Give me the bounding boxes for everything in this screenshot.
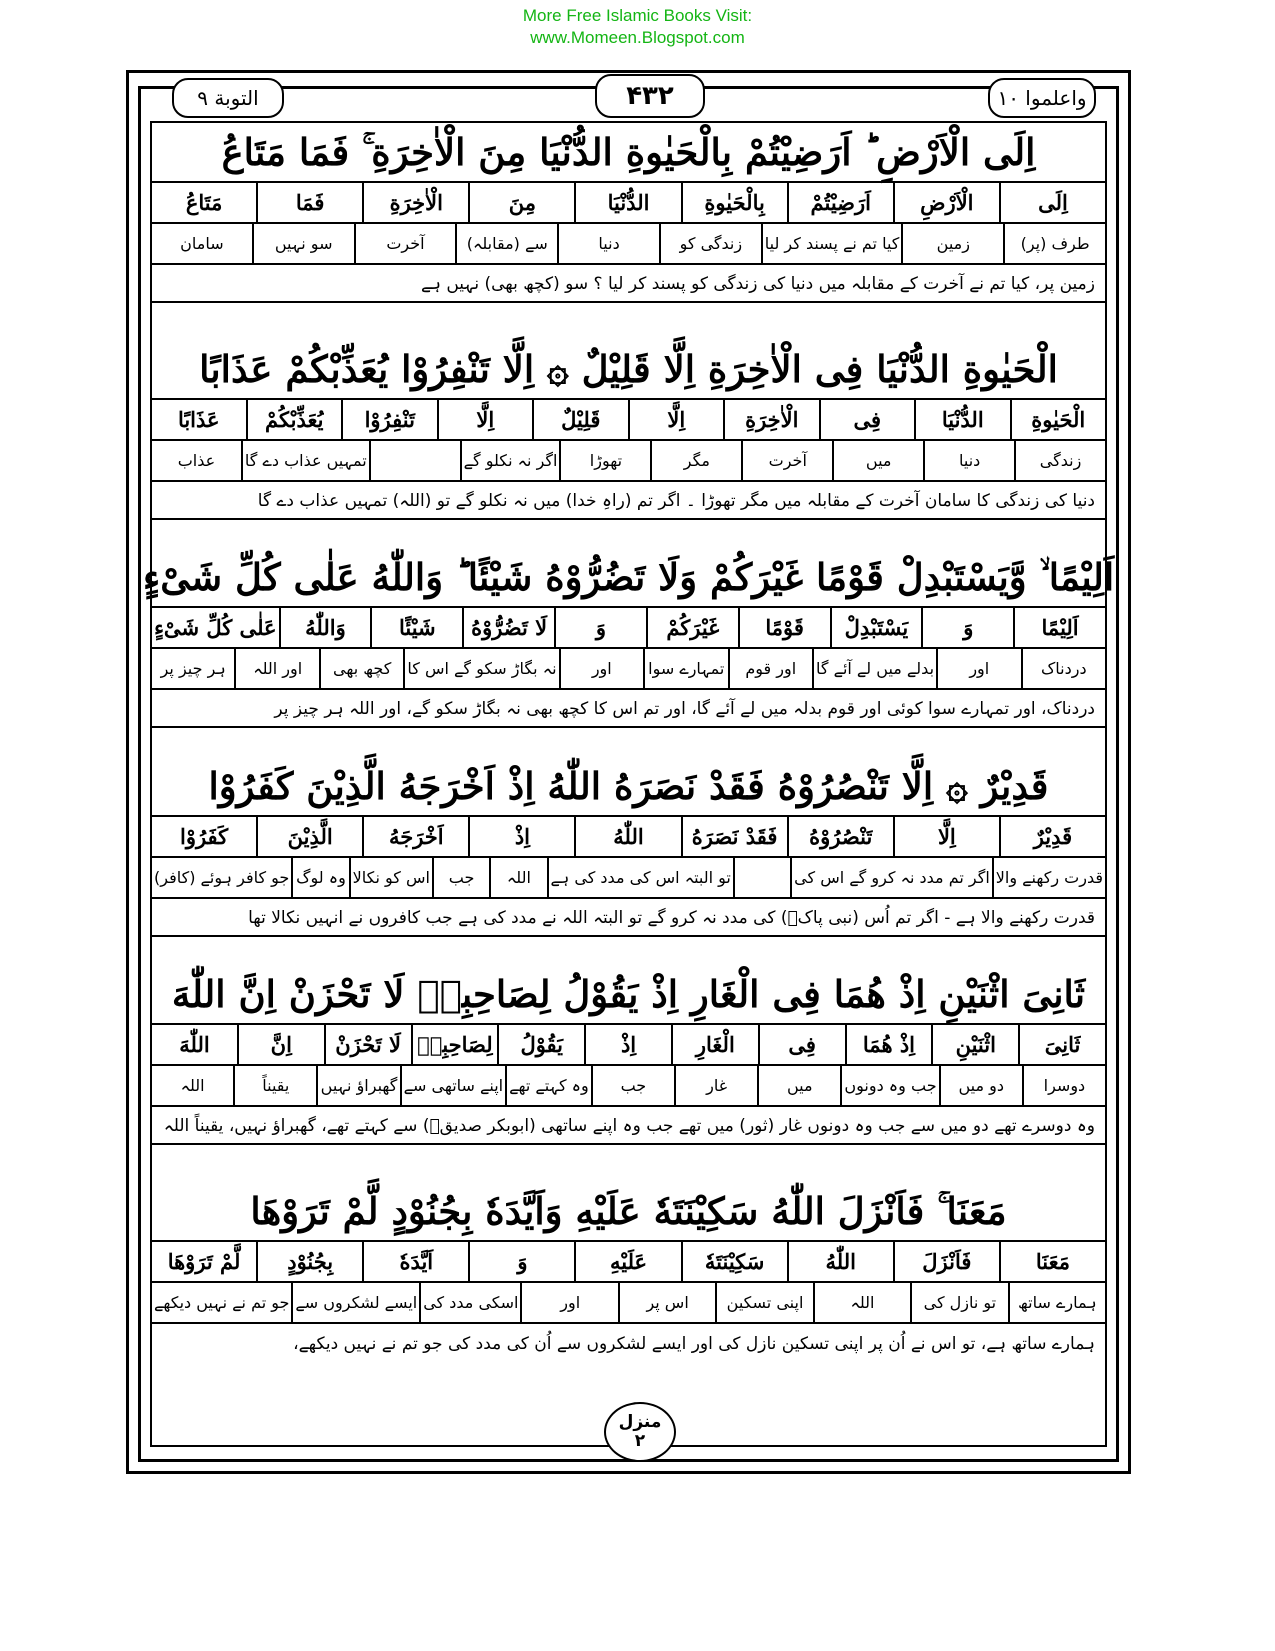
- manzil-label: منزل: [618, 1412, 662, 1433]
- arabic-word: الْاٰخِرَةِ: [723, 400, 819, 439]
- arabic-word: تَنْفِرُوْا: [341, 400, 437, 439]
- urdu-translation: دنیا کی زندگی کا سامان آخرت کے مقابلہ میں مگر تھوڑا ۔ اگر تم (راہِ خدا) میں نہ نکلو گے تو (اللہ) تمہیں عذاب دے گا: [152, 482, 1105, 520]
- promo-line-1: More Free Islamic Books Visit:: [522, 6, 753, 25]
- arabic-word: اَيَّدَهٗ: [362, 1242, 468, 1281]
- urdu-meaning: میں: [757, 1066, 840, 1105]
- urdu-meaning: اگر نہ نکلو گے: [460, 441, 560, 480]
- urdu-meaning: وہ کہتے تھے: [505, 1066, 591, 1105]
- meaning-grid: [152, 441, 1105, 482]
- urdu-meaning: دنیا: [923, 441, 1014, 480]
- urdu-meaning: زندگی کو: [659, 224, 761, 263]
- arabic-word: وَ: [554, 608, 646, 647]
- manzil-number: ۲: [634, 1431, 646, 1451]
- urdu-translation: وہ دوسرے تھے دو میں سے جب وہ دونوں غار (ثور) میں تھے جب وہ اپنے ساتھی (ابوبکر صدیقؓ) سے کہتے تھے، گھبراؤ نہیں، یقیناً اللہ: [152, 1107, 1105, 1145]
- arabic-word: اثْنَيْنِ: [931, 1025, 1018, 1064]
- arabic-word: يَسْتَبْدِلْ: [830, 608, 922, 647]
- arabic-word: الْاٰخِرَةِ: [362, 183, 468, 222]
- urdu-translation: دردناک، اور تمہارے سوا کوئی اور قوم بدلہ میں لے آئے گا، اور تم اس کا کچھ بھی نہ بگاڑ سکو گے، اور اللہ ہر چیز پر: [152, 690, 1105, 728]
- meaning-grid: [152, 649, 1105, 690]
- para-name: واعلموا ۱۰: [988, 78, 1096, 118]
- urdu-meaning: دنیا: [557, 224, 659, 263]
- urdu-meaning: اپنی تسکین: [715, 1283, 812, 1322]
- urdu-meaning: جب: [591, 1066, 674, 1105]
- arabic-word: مَعَنَا: [999, 1242, 1105, 1281]
- urdu-translation: ہمارے ساتھ ہے، تو اس نے اُن پر اپنی تسکین نازل کی اور ایسے لشکروں سے اُن کی مدد کی جو تم نے نہیں دیکھے،: [293, 1333, 1095, 1354]
- arabic-verse-line: ثَانِىَ اثْنَيْنِ اِذْ هُمَا فِى الْغَارِ اِذْ يَقُوْلُ لِصَاحِبِهٖ لَا تَحْزَنْ اِنَّ اللّٰهَ: [152, 965, 1105, 1025]
- urdu-meaning: تھوڑا: [559, 441, 650, 480]
- urdu-meaning: آخرت: [741, 441, 832, 480]
- arabic-word: يَقُوْلُ: [497, 1025, 584, 1064]
- arabic-word: الْحَيٰوةِ: [1010, 400, 1106, 439]
- arabic-word: اِلَى: [999, 183, 1105, 222]
- arabic-word: اللّٰهُ: [574, 817, 680, 856]
- arabic-word: فَاَنْزَلَ: [893, 1242, 999, 1281]
- urdu-meaning: [733, 858, 790, 897]
- urdu-meaning: جب: [432, 858, 489, 897]
- urdu-meaning: تو البتہ اس کی مدد کی ہے: [547, 858, 733, 897]
- urdu-meaning: اور قوم: [728, 649, 812, 688]
- arabic-word: وَاللّٰهُ: [279, 608, 371, 647]
- urdu-translation: قدرت رکھنے والا ہے - اگر تم اُس (نبی پاکؐ) کی مدد نہ کرو گے تو البتہ اللہ نے مدد کی ہے جب کافروں نے انہیں نکالا تھا: [152, 899, 1105, 937]
- urdu-meaning: دردناک: [1021, 649, 1105, 688]
- urdu-meaning: اپنے ساتھی سے: [400, 1066, 506, 1105]
- urdu-meaning: وہ لوگ: [291, 858, 348, 897]
- urdu-meaning: اگر تم مدد نہ کرو گے اس کی: [790, 858, 992, 897]
- meaning-grid: [152, 224, 1105, 265]
- word-grid: [152, 817, 1105, 858]
- arabic-word: اِذْ: [584, 1025, 671, 1064]
- arabic-word: وَ: [468, 1242, 574, 1281]
- urdu-meaning: مگر: [650, 441, 741, 480]
- arabic-verse-line: الْحَيٰوةِ الدُّنْيَا فِى الْاٰخِرَةِ اِلَّا قَلِيْلٌ ۞ اِلَّا تَنْفِرُوْا يُعَذِّبْكُمْ عَذَابًا: [152, 340, 1105, 400]
- arabic-word: عَلٰى كُلِّ شَىْءٍ: [154, 615, 277, 640]
- urdu-translation: زمین پر، کیا تم نے آخرت کے مقابلہ میں دنیا کی زندگی کو پسند کر لیا ؟ سو (کچھ بھی) نہیں ہے: [152, 265, 1105, 303]
- urdu-meaning: غار: [674, 1066, 757, 1105]
- urdu-meaning: جب وہ دونوں: [840, 1066, 938, 1105]
- arabic-word: لَّمْ تَرَوْهَا: [167, 1249, 241, 1274]
- word-grid: [152, 1242, 1105, 1283]
- arabic-word: لَا تَحْزَنْ: [324, 1025, 411, 1064]
- urdu-meaning: بدلے میں لے آئے گا: [812, 649, 936, 688]
- page-number: ۴۳۲: [595, 74, 705, 118]
- meaning-grid: [152, 1283, 1105, 1324]
- arabic-word: فِى: [819, 400, 915, 439]
- urdu-meaning: اور: [520, 1283, 617, 1322]
- arabic-word: بِجُنُوْدٍ: [256, 1242, 362, 1281]
- arabic-word: لَا تَضُرُّوْهُ: [462, 608, 554, 647]
- arabic-word: اَلِيْمًا: [1013, 608, 1105, 647]
- arabic-word: تَنْصُرُوْهُ: [787, 817, 893, 856]
- urdu-meaning: اسکی مدد کی: [419, 1283, 520, 1322]
- arabic-word: اِذْ: [468, 817, 574, 856]
- word-grid: [152, 608, 1105, 649]
- arabic-word: فَقَدْ نَصَرَهُ: [681, 817, 787, 856]
- arabic-word: عَلَيْهِ: [574, 1242, 680, 1281]
- urdu-meaning: زندگی: [1014, 441, 1105, 480]
- urdu-meaning: سامان: [180, 234, 224, 253]
- urdu-meaning: قدرت رکھنے والا: [992, 858, 1105, 897]
- urdu-meaning: زمین: [901, 224, 1003, 263]
- arabic-word: فَمَا: [256, 183, 362, 222]
- arabic-word: اِلَّا: [628, 400, 724, 439]
- verse-block: [152, 965, 1105, 1145]
- urdu-meaning: تو نازل کی: [910, 1283, 1007, 1322]
- verse-block: [142, 548, 1115, 728]
- urdu-meaning: دو میں: [939, 1066, 1022, 1105]
- word-grid: [152, 400, 1105, 441]
- arabic-verse-line: مَعَنَا ۚ فَاَنْزَلَ اللّٰهُ سَكِيْنَتَهٗ عَلَيْهِ وَاَيَّدَهٗ بِجُنُوْدٍ لَّمْ تَرَوْهَا: [152, 1182, 1105, 1242]
- arabic-word: اِلَّا: [893, 817, 999, 856]
- urdu-meaning: ہر چیز پر: [160, 659, 226, 678]
- promo-url[interactable]: www.Momeen.Blogspot.com: [530, 28, 745, 47]
- arabic-word: يُعَذِّبْكُمْ: [246, 400, 342, 439]
- arabic-word: اِنَّ: [237, 1025, 324, 1064]
- urdu-meaning: ہمارے ساتھ: [1008, 1283, 1105, 1322]
- urdu-meaning: سو نہیں: [252, 224, 354, 263]
- urdu-meaning: ایسے لشکروں سے: [291, 1283, 419, 1322]
- arabic-word: عَذَابًا: [177, 407, 220, 432]
- arabic-verse-line: اِلَى الْاَرْضِ ؕ اَرَضِيْتُمْ بِالْحَيٰوةِ الدُّنْيَا مِنَ الْاٰخِرَةِ ۚ فَمَا مَتَاعُ: [152, 123, 1105, 183]
- arabic-word: الدُّنْيَا: [914, 400, 1010, 439]
- urdu-meaning: دوسرا: [1022, 1066, 1105, 1105]
- arabic-word: مَتَاعُ: [185, 190, 223, 215]
- arabic-word: قَلِيْلٌ: [532, 400, 628, 439]
- urdu-meaning: کیا تم نے پسند کر لیا: [761, 224, 902, 263]
- urdu-meaning: اس کو نکالا: [349, 858, 432, 897]
- word-grid: [152, 183, 1105, 224]
- urdu-meaning: [369, 441, 460, 480]
- arabic-word: مِنَ: [468, 183, 574, 222]
- verse-block: [152, 1182, 1105, 1362]
- urdu-meaning: اور: [936, 649, 1020, 688]
- arabic-word: قَوْمًا: [738, 608, 830, 647]
- arabic-word: اِذْ هُمَا: [845, 1025, 932, 1064]
- urdu-meaning: تمہارے سوا: [643, 649, 727, 688]
- arabic-verse-line: اَلِيْمًا ۙ وَّيَسْتَبْدِلْ قَوْمًا غَيْرَكُمْ وَلَا تَضُرُّوْهُ شَيْئًا ؕ وَاللّٰهُ عَلٰى كُلِّ شَىْءٍ: [152, 548, 1105, 608]
- arabic-word: اِلَّا: [437, 400, 533, 439]
- arabic-word: غَيْرَكُمْ: [646, 608, 738, 647]
- urdu-meaning: یقیناً: [233, 1066, 316, 1105]
- surah-name: التوبة ۹: [172, 78, 284, 118]
- arabic-word: بِالْحَيٰوةِ: [681, 183, 787, 222]
- urdu-meaning: اللہ: [489, 858, 546, 897]
- arabic-verse-line: قَدِيْرٌ ۞ اِلَّا تَنْصُرُوْهُ فَقَدْ نَصَرَهُ اللّٰهُ اِذْ اَخْرَجَهُ الَّذِيْنَ كَفَرُوْا: [152, 757, 1105, 817]
- urdu-meaning: نہ بگاڑ سکو گے اس کا: [403, 649, 558, 688]
- verse-block: [152, 757, 1105, 937]
- arabic-word: وَ: [921, 608, 1013, 647]
- arabic-word: ثَانِىَ: [1018, 1025, 1105, 1064]
- urdu-meaning: جو تم نے نہیں دیکھے: [153, 1293, 290, 1312]
- arabic-word: فِى: [758, 1025, 845, 1064]
- arabic-word: قَدِيْرٌ: [999, 817, 1105, 856]
- manzil-badge: [604, 1402, 676, 1462]
- arabic-word: اَرَضِيْتُمْ: [787, 183, 893, 222]
- arabic-word: اَخْرَجَهُ: [362, 817, 468, 856]
- urdu-meaning: کچھ بھی: [319, 649, 403, 688]
- urdu-meaning: تمہیں عذاب دے گا: [241, 441, 369, 480]
- arabic-word: سَكِيْنَتَهٗ: [681, 1242, 787, 1281]
- arabic-word: لِصَاحِبِهٖ: [411, 1025, 498, 1064]
- urdu-meaning: عذاب: [177, 451, 216, 470]
- arabic-word: الَّذِيْنَ: [256, 817, 362, 856]
- urdu-meaning: آخرت: [354, 224, 456, 263]
- meaning-grid: [152, 1066, 1105, 1107]
- arabic-word: شَيْئًا: [370, 608, 462, 647]
- arabic-word: الْاَرْضِ: [893, 183, 999, 222]
- verse-block: [152, 123, 1105, 303]
- urdu-meaning: سے (مقابلہ): [455, 224, 557, 263]
- urdu-meaning: طرف (پر): [1003, 224, 1105, 263]
- arabic-word: اللّٰهُ: [787, 1242, 893, 1281]
- urdu-meaning: اللہ: [813, 1283, 910, 1322]
- word-grid: [152, 1025, 1105, 1066]
- arabic-word: الْغَارِ: [671, 1025, 758, 1064]
- urdu-meaning: جو کافر ہوئے (کافر): [154, 868, 290, 887]
- urdu-meaning: اور اللہ: [234, 649, 318, 688]
- arabic-word: كَفَرُوْا: [179, 824, 229, 849]
- urdu-meaning: اللہ: [180, 1076, 205, 1095]
- meaning-grid: [152, 858, 1105, 899]
- arabic-word: الدُّنْيَا: [574, 183, 680, 222]
- urdu-meaning: میں: [832, 441, 923, 480]
- urdu-meaning: اس پر: [618, 1283, 715, 1322]
- urdu-meaning: گھبراؤ نہیں: [316, 1066, 399, 1105]
- verse-block: [152, 340, 1105, 520]
- arabic-word: اللّٰهَ: [179, 1032, 210, 1057]
- urdu-meaning: اور: [559, 649, 643, 688]
